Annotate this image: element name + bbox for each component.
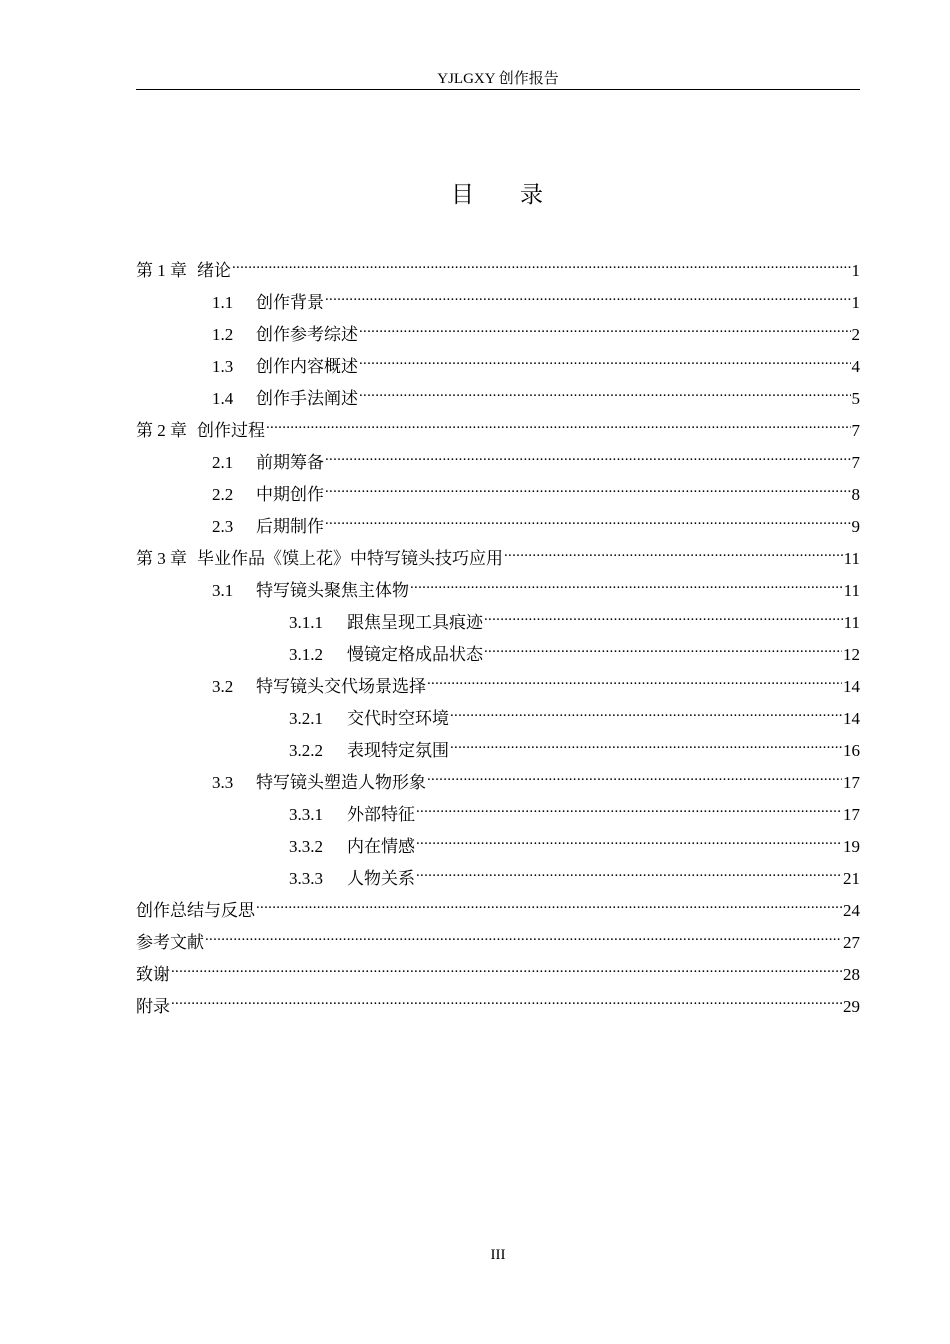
toc-entry-page: 11 <box>843 581 860 600</box>
toc-entry[interactable] <box>136 916 860 953</box>
toc-entry[interactable] <box>136 628 860 664</box>
page-footer <box>136 1244 860 1266</box>
toc-dot-leader <box>450 724 842 756</box>
toc-dot-leader <box>325 468 851 500</box>
toc-entry-page: 19 <box>843 837 860 856</box>
title-char-first: 目 <box>451 182 476 207</box>
toc-dot-leader <box>256 884 842 916</box>
toc-entry-number: 1.3 <box>212 357 234 376</box>
toc-entry-label: 参考文献 <box>136 933 204 953</box>
toc-dot-leader <box>450 692 842 724</box>
toc-entry[interactable] <box>136 820 860 856</box>
toc-dot-leader <box>427 660 842 692</box>
toc-entry-number: 3.3.1 <box>289 805 323 824</box>
toc-dot-leader <box>484 628 842 660</box>
header-text: YJLGXY 创作报告 <box>437 71 559 87</box>
toc-dot-leader <box>266 404 851 436</box>
toc-dot-leader <box>410 564 843 596</box>
toc-entry-label: 后期制作 <box>256 517 324 536</box>
toc-entry-page: 14 <box>843 709 860 728</box>
toc-entry-label: 前期筹备 <box>256 453 324 472</box>
toc-entry[interactable] <box>136 884 860 921</box>
toc-entry-number: 3.2.2 <box>289 741 323 760</box>
toc-entry-label: 表现特定氛围 <box>347 741 449 760</box>
toc-entry-label: 跟焦呈现工具痕迹 <box>347 613 483 632</box>
toc-entry-label: 特写镜头塑造人物形象 <box>256 773 426 792</box>
toc-entry-page: 27 <box>843 933 860 952</box>
toc-dot-leader <box>416 852 842 884</box>
toc-dot-leader <box>171 948 842 980</box>
toc-entry-page: 28 <box>843 965 860 984</box>
toc-entry[interactable] <box>136 756 860 792</box>
toc-entry-number: 3.3.2 <box>289 837 323 856</box>
toc-entry-number: 3.2.1 <box>289 709 323 728</box>
toc-dot-leader <box>359 340 851 372</box>
toc-dot-leader <box>325 500 851 532</box>
toc-entry-page: 8 <box>851 485 860 504</box>
toc-entry-number: 2.1 <box>212 453 234 472</box>
toc-entry-label: 创作背景 <box>256 293 324 312</box>
toc-entry-number: 第 2 章 <box>136 421 187 440</box>
toc-entry-page: 1 <box>851 293 860 312</box>
toc-entry-label: 外部特征 <box>347 805 415 824</box>
toc-dot-leader <box>325 276 851 308</box>
toc-entry-number: 第 3 章 <box>136 549 187 568</box>
toc-entry-page: 24 <box>843 901 860 920</box>
toc-entry-page: 11 <box>843 613 860 632</box>
toc-entry-number: 3.1 <box>212 581 234 600</box>
toc-dot-leader <box>484 596 843 628</box>
toc-entry-label: 毕业作品《馍上花》中特写镜头技巧应用 <box>197 549 503 569</box>
toc-dot-leader <box>416 820 842 852</box>
toc-entry-page: 7 <box>851 421 860 440</box>
toc-dot-leader <box>205 916 842 948</box>
page-header <box>136 68 860 90</box>
toc-entry-number: 3.3.3 <box>289 869 323 888</box>
header-rule <box>136 89 860 90</box>
toc-entry-label: 创作内容概述 <box>256 357 358 376</box>
table-of-contents <box>136 244 860 1017</box>
toc-entry-label: 特写镜头聚焦主体物 <box>256 581 409 600</box>
toc-entry[interactable] <box>136 660 860 696</box>
toc-entry[interactable] <box>136 948 860 985</box>
toc-entry-number: 3.3 <box>212 773 234 792</box>
toc-entry[interactable] <box>136 852 860 888</box>
page-title <box>136 178 860 212</box>
toc-dot-leader <box>427 756 842 788</box>
toc-entry-page: 29 <box>843 997 860 1016</box>
toc-entry-page: 5 <box>851 389 860 408</box>
toc-dot-leader <box>171 980 842 1012</box>
toc-dot-leader <box>504 532 843 564</box>
toc-entry-number: 3.2 <box>212 677 234 696</box>
toc-entry-page: 17 <box>843 805 860 824</box>
toc-entry-page: 14 <box>843 677 860 696</box>
toc-entry-page: 4 <box>851 357 860 376</box>
toc-entry-number: 3.1.1 <box>289 613 323 632</box>
toc-entry-number: 1.1 <box>212 293 234 312</box>
toc-entry-label: 慢镜定格成品状态 <box>347 645 483 664</box>
toc-entry-label: 人物关系 <box>347 869 415 888</box>
toc-dot-leader <box>359 372 851 404</box>
toc-entry-number: 3.1.2 <box>289 645 323 664</box>
toc-dot-leader <box>232 244 851 276</box>
toc-entry-page: 11 <box>843 549 860 568</box>
toc-entry-page: 12 <box>843 645 860 664</box>
toc-dot-leader <box>359 308 851 340</box>
toc-entry-label: 创作过程 <box>197 421 265 441</box>
toc-entry[interactable] <box>136 724 860 760</box>
toc-entry-page: 7 <box>851 453 860 472</box>
toc-entry-label: 附录 <box>136 997 170 1017</box>
toc-entry-label: 内在情感 <box>347 837 415 856</box>
toc-dot-leader <box>416 788 842 820</box>
toc-entry[interactable] <box>136 276 860 312</box>
toc-entry-page: 2 <box>851 325 860 344</box>
toc-entry-page: 9 <box>851 517 860 536</box>
toc-entry-label: 绪论 <box>197 261 231 281</box>
toc-entry-label: 创作手法阐述 <box>256 389 358 408</box>
toc-entry-page: 1 <box>851 261 860 280</box>
toc-entry-label: 特写镜头交代场景选择 <box>256 677 426 696</box>
toc-entry-label: 致谢 <box>136 965 170 985</box>
toc-entry-page: 17 <box>843 773 860 792</box>
title-char-second: 录 <box>520 182 545 207</box>
toc-entry-page: 16 <box>843 741 860 760</box>
toc-entry-number: 2.2 <box>212 485 234 504</box>
toc-entry-label: 创作总结与反思 <box>136 901 255 921</box>
toc-entry-page: 21 <box>843 869 860 888</box>
toc-entry-label: 交代时空环境 <box>347 709 449 728</box>
toc-entry-label: 创作参考综述 <box>256 325 358 344</box>
toc-dot-leader <box>325 436 851 468</box>
toc-entry-label: 中期创作 <box>256 485 324 504</box>
toc-entry-number: 2.3 <box>212 517 234 536</box>
toc-entry-number: 第 1 章 <box>136 261 187 280</box>
toc-entry[interactable] <box>136 980 860 1017</box>
toc-entry[interactable] <box>136 244 860 281</box>
toc-entry-number: 1.2 <box>212 325 234 344</box>
footer-page-number: III <box>490 1247 506 1263</box>
toc-entry-number: 1.4 <box>212 389 234 408</box>
